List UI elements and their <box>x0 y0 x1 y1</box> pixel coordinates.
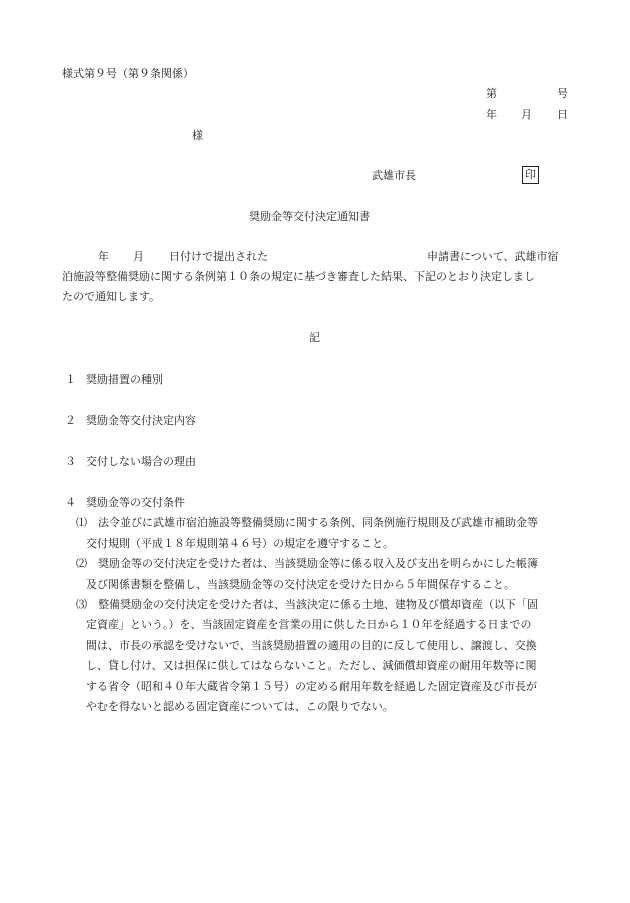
condition-1-line-2: 交付規則（平成１８年規則第４６号）の規定を遵守すること。 <box>86 537 394 550</box>
condition-1-number: ⑴ <box>76 516 87 529</box>
seal-box: 印 <box>522 166 539 184</box>
ki-heading: 記 <box>309 331 320 344</box>
item-1-number: １ <box>65 373 76 386</box>
item-4-label: 奨励金等の交付条件 <box>86 496 185 509</box>
addressee-suffix: 様 <box>192 129 203 142</box>
intro-month: 月 <box>133 250 144 263</box>
form-number: 様式第９号（第９条関係） <box>62 67 194 80</box>
condition-3-line-1: 整備奨励金の交付決定を受けた者は、当該決定に係る土地、建物及び償却資産（以下「固 <box>98 598 538 611</box>
doc-number-suffix: 号 <box>557 87 568 100</box>
item-3-label: 交付しない場合の理由 <box>86 455 196 468</box>
condition-3-line-4: し、貸し付け、又は担保に供してはならないこと。ただし、減価償却資産の耐用年数等に関 <box>86 659 537 672</box>
item-2-label: 奨励金等交付決定内容 <box>86 414 196 427</box>
condition-3-number: ⑶ <box>76 598 87 611</box>
item-2-number: ２ <box>65 414 76 427</box>
intro-line-2: 泊施設等整備奨励に関する条例第１０条の規定に基づき審査した結果、下記のとおり決定しまし <box>62 270 535 283</box>
condition-3-line-5: する省令（昭和４０年大蔵省令第１５号）の定める耐用年数を経過した固定資産及び市長が <box>86 680 537 693</box>
date-month: 月 <box>521 108 532 121</box>
item-4-number: ４ <box>65 496 76 509</box>
date-year: 年 <box>486 108 497 121</box>
doc-number-prefix: 第 <box>486 87 497 100</box>
condition-2-line-1: 奨励金等の交付決定を受けた者は、当該奨励金等に係る収入及び支出を明らかにした帳簿 <box>98 557 538 570</box>
condition-3-line-3: 間は、市長の承認を受けないで、当該奨励措置の適用の目的に反して使用し、譲渡し、交換 <box>86 639 537 652</box>
condition-3-line-2: 定資産」という。）を、当該固定資産を営業の用に供した日から１０年を経過する日までの <box>86 618 532 631</box>
condition-2-line-2: 及び関係書類を整備し、当該奨励金等の交付決定を受けた日から５年間保存すること。 <box>86 578 515 591</box>
intro-year: 年 <box>98 250 109 263</box>
item-3-number: ３ <box>65 455 76 468</box>
intro-line-3: たので通知します。 <box>62 290 161 303</box>
condition-3-line-6: やむを得ないと認める固定資産については、この限りでない。 <box>86 700 394 713</box>
item-1-label: 奨励措置の種別 <box>86 373 163 386</box>
intro-application-text: 申請書について、武雄市宿 <box>427 250 559 263</box>
sender-name: 武雄市長 <box>372 169 416 182</box>
condition-1-line-1: 法令並びに武雄市宿泊施設等整備奨励に関する条例、同条例施行規則及び武雄市補助金等 <box>98 516 538 529</box>
date-day: 日 <box>557 108 568 121</box>
condition-2-number: ⑵ <box>76 557 87 570</box>
intro-date-text: 日付けで提出された <box>169 250 268 263</box>
document-title: 奨励金等交付決定通知書 <box>249 210 370 223</box>
